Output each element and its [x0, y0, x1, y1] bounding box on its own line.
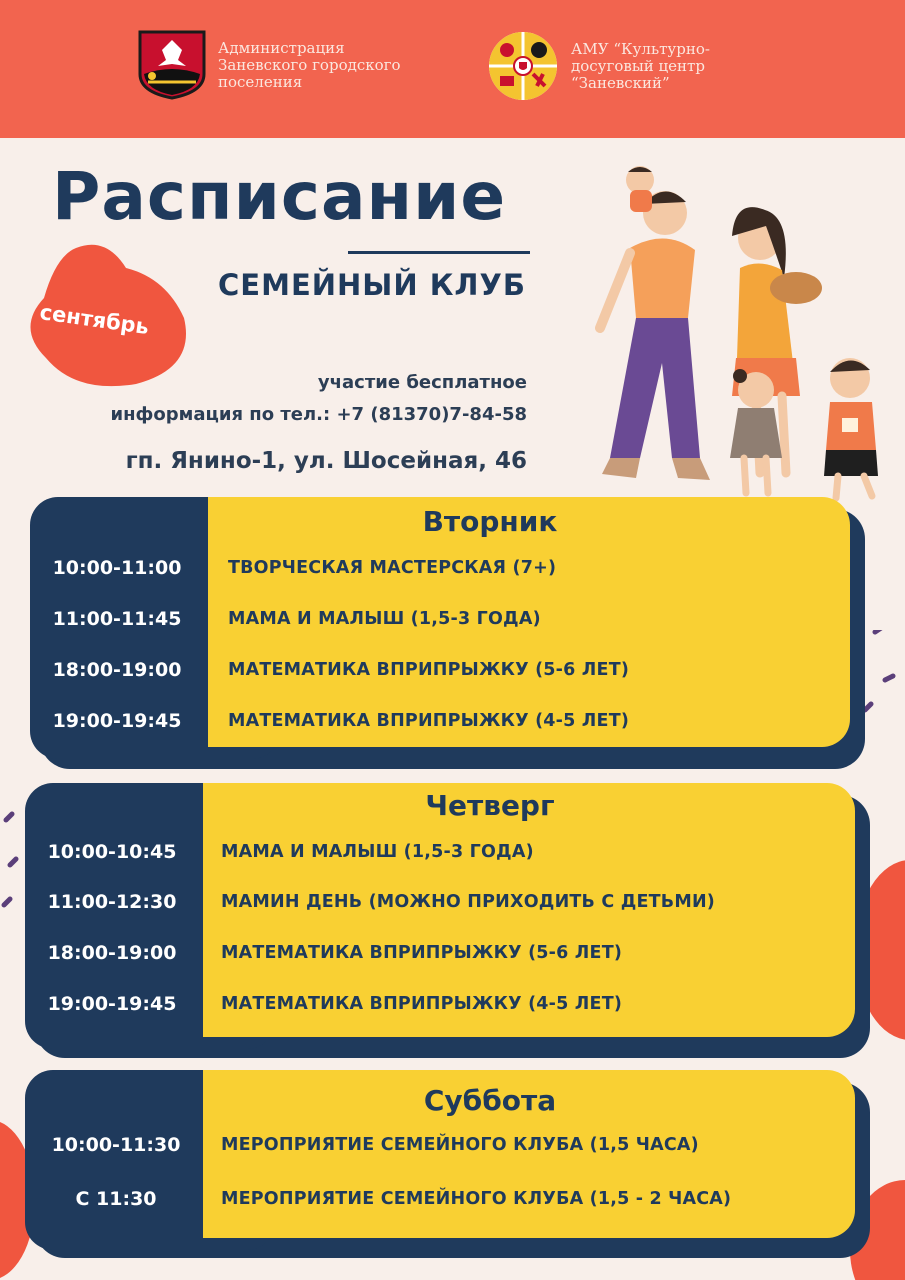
- header-band: [0, 0, 905, 138]
- row-activity: МАМА И МАЛЫШ (1,5-3 ГОДА): [228, 609, 541, 629]
- culture-center-logo-icon: [487, 30, 559, 102]
- org-administration: [138, 30, 401, 100]
- coat-of-arms-icon: [138, 30, 206, 100]
- title-divider: [348, 251, 530, 254]
- row-activity: МАТЕМАТИКА ВПРИПРЫЖКУ (4-5 ЛЕТ): [228, 711, 630, 731]
- row-activity: МЕРОПРИЯТИЕ СЕМЕЙНОГО КЛУБА (1,5 - 2 ЧАСА): [221, 1189, 732, 1209]
- row-time: 19:00-19:45: [47, 993, 177, 1015]
- row-activity: МАМА И МАЛЫШ (1,5-3 ГОДА): [221, 842, 534, 862]
- row-time: 10:00-11:30: [51, 1134, 181, 1156]
- org-culture-center: [487, 30, 710, 102]
- org-culture-center-label: АМУ “Культурно- досуговый центр “Заневский”: [571, 39, 710, 92]
- row-time: 11:00-11:45: [52, 608, 182, 630]
- phone-info-text: информация по тел.: +7 (81370)7-84-58: [110, 404, 527, 425]
- page-subtitle: СЕМЕЙНЫЙ КЛУБ: [218, 268, 526, 302]
- row-time: 18:00-19:00: [52, 659, 182, 681]
- row-activity: МАТЕМАТИКА ВПРИПРЫЖКУ (5-6 ЛЕТ): [221, 943, 623, 963]
- day-title-thursday: Четверг: [425, 789, 555, 822]
- row-time: 11:00-12:30: [47, 891, 177, 913]
- row-time: 18:00-19:00: [47, 942, 177, 964]
- schedule-card-thursday: [25, 783, 870, 1058]
- family-illustration: [560, 158, 900, 508]
- page-title: Расписание: [52, 158, 507, 235]
- org-administration-label: Администрация Заневского городского поселения: [218, 38, 401, 91]
- row-time: 10:00-11:00: [52, 557, 182, 579]
- row-time: 19:00-19:45: [52, 710, 182, 732]
- day-title-tuesday: Вторник: [422, 505, 558, 538]
- row-activity: ТВОРЧЕСКАЯ МАСТЕРСКАЯ (7+): [228, 558, 557, 578]
- schedule-card-saturday: [25, 1070, 870, 1258]
- row-time: С 11:30: [75, 1188, 157, 1210]
- row-time: 10:00-10:45: [47, 841, 177, 863]
- row-activity: МАТЕМАТИКА ВПРИПРЫЖКУ (4-5 ЛЕТ): [221, 994, 623, 1014]
- day-title-saturday: Суббота: [423, 1084, 557, 1117]
- row-activity: МЕРОПРИЯТИЕ СЕМЕЙНОГО КЛУБА (1,5 ЧАСА): [221, 1135, 699, 1155]
- row-activity: МАТЕМАТИКА ВПРИПРЫЖКУ (5-6 ЛЕТ): [228, 660, 630, 680]
- schedule-card-tuesday: [30, 497, 865, 769]
- row-activity: МАМИН ДЕНЬ (МОЖНО ПРИХОДИТЬ С ДЕТЬМИ): [221, 892, 715, 912]
- free-participation-text: участие бесплатное: [317, 372, 527, 393]
- address-text: гп. Янино-1, ул. Шосейная, 46: [125, 448, 527, 474]
- month-label: сентябрь: [38, 300, 151, 340]
